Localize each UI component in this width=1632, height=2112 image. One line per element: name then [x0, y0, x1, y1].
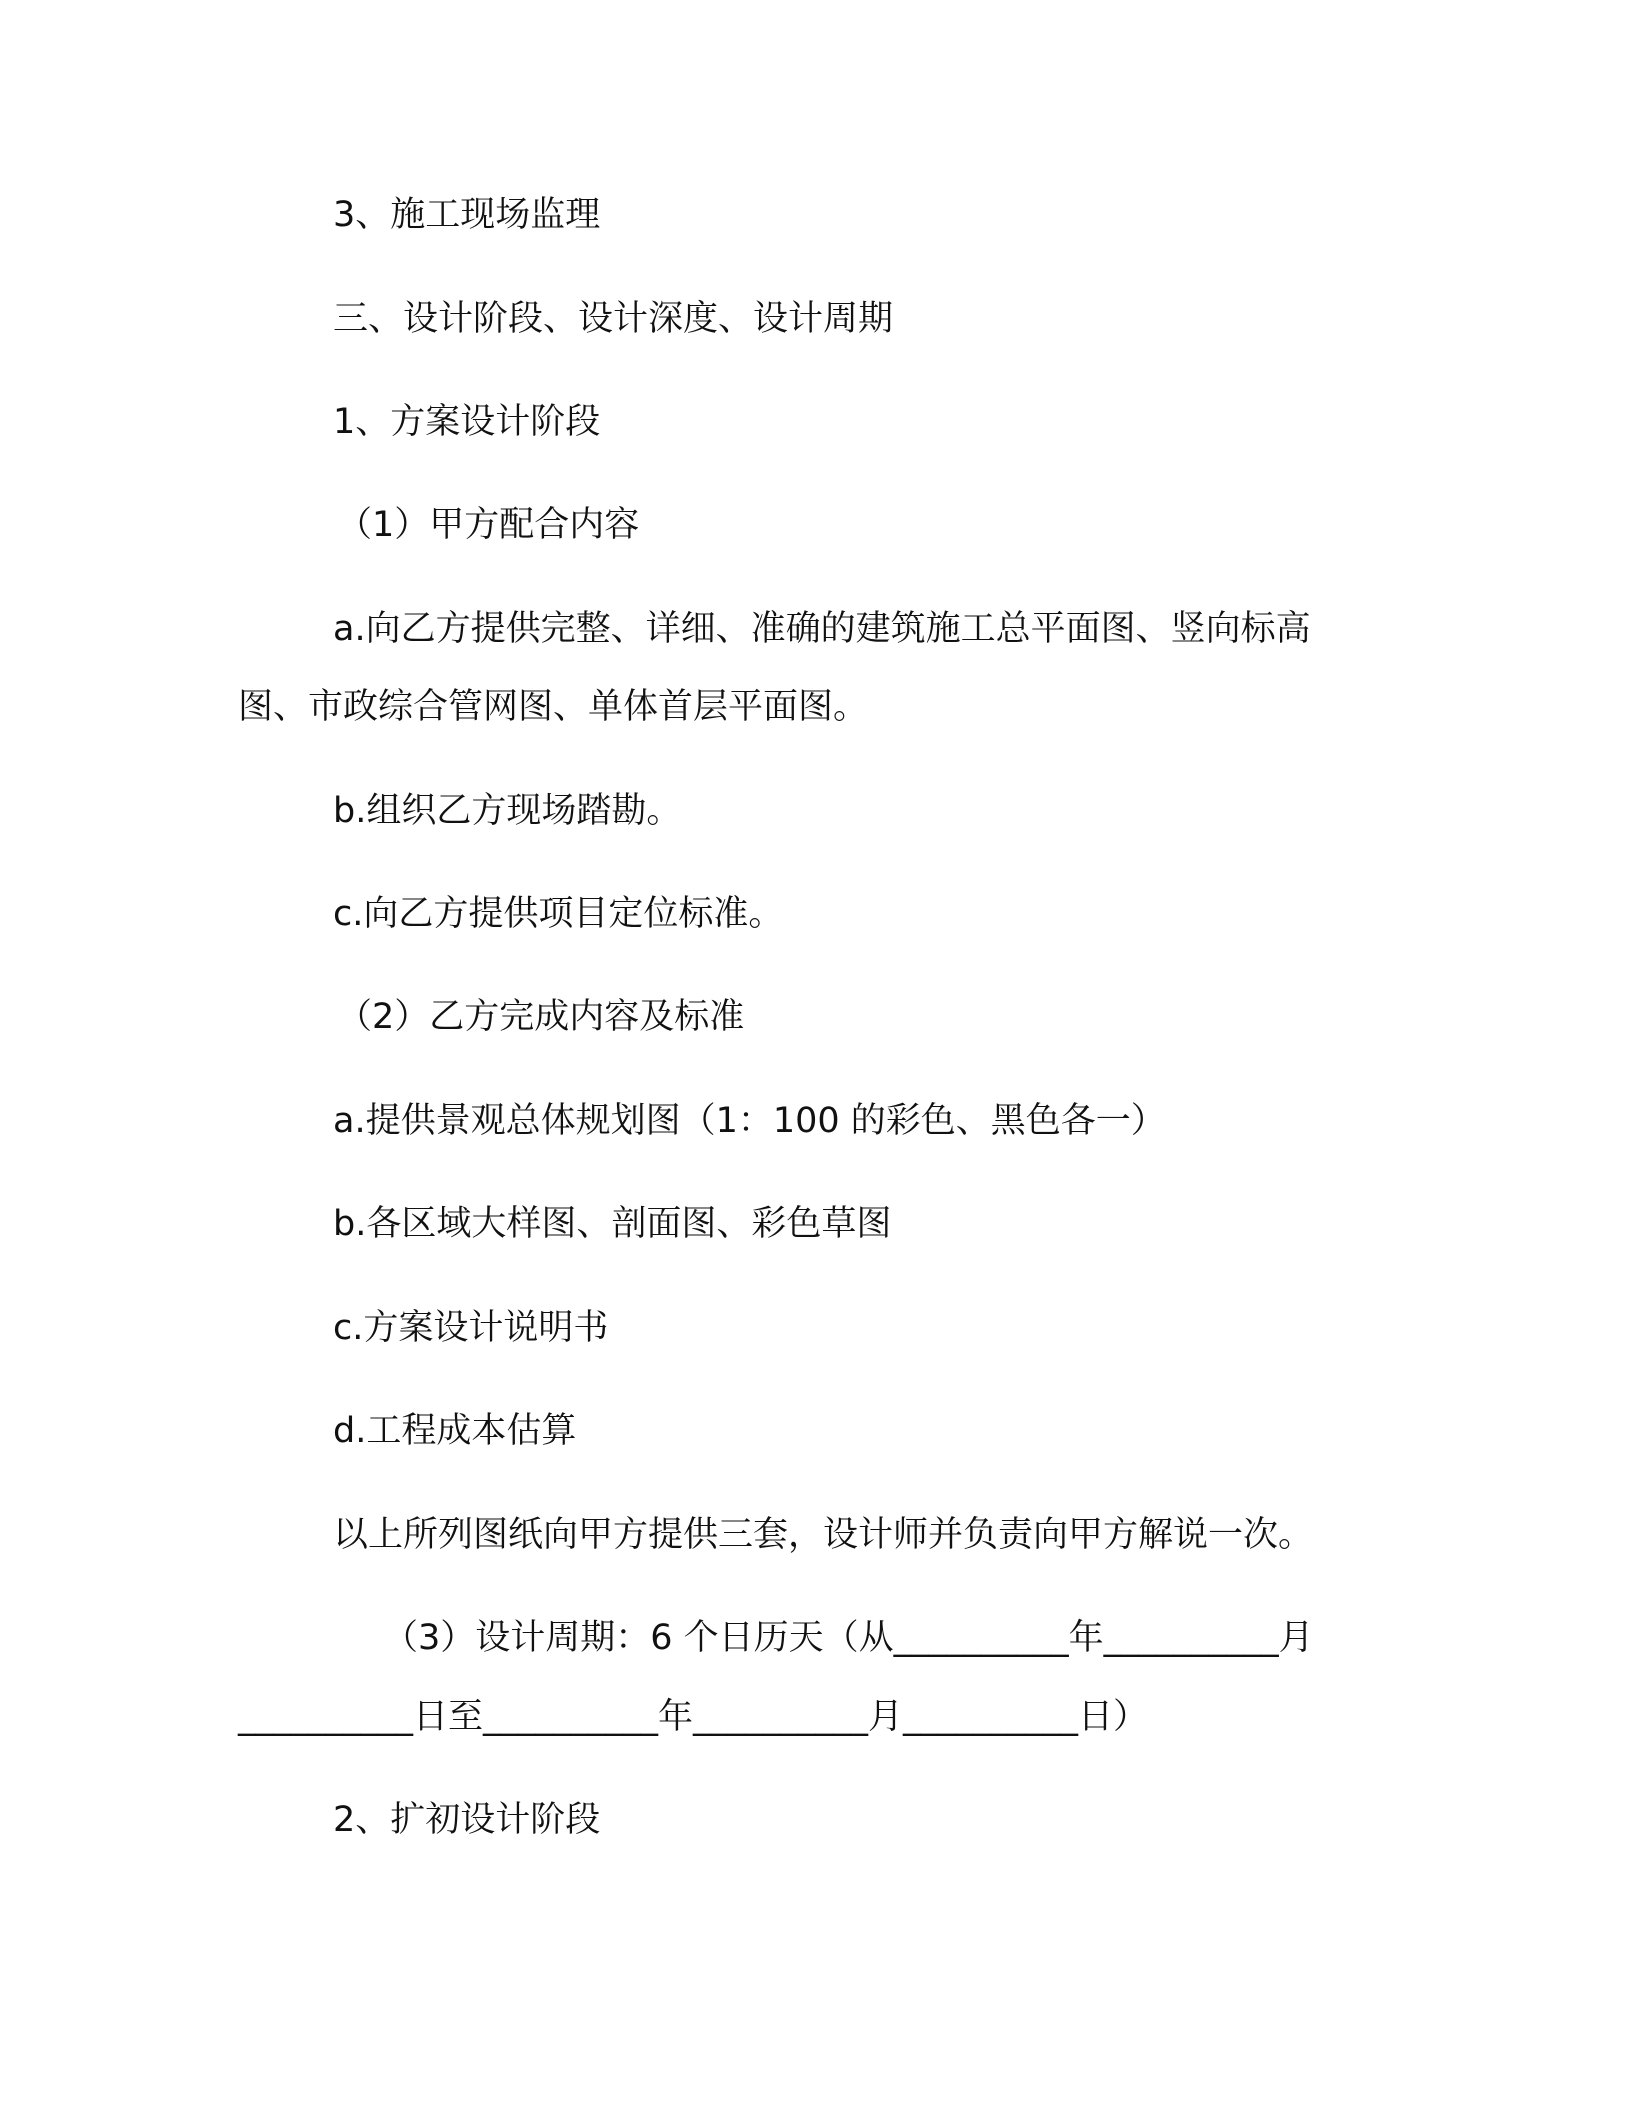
- paragraph-line: 图、市政综合管网图、单体首层平面图。: [238, 687, 869, 727]
- item-heading-party-a-cooperation: （1）甲方配合内容: [337, 505, 640, 545]
- paragraph-line: b.组织乙方现场踏勘。: [333, 791, 682, 831]
- paragraph-line: d.工程成本估算: [333, 1411, 577, 1451]
- subsection-heading-scheme-design: 1、方案设计阶段: [333, 402, 601, 442]
- subsection-heading-preliminary-design: 2、扩初设计阶段: [333, 1800, 601, 1840]
- paragraph-line: a.向乙方提供完整、详细、准确的建筑施工总平面图、竖向标高: [333, 609, 1311, 649]
- paragraph-line: c.向乙方提供项目定位标准。: [333, 894, 784, 934]
- paragraph-line: a.提供景观总体规划图（1：100 的彩色、黑色各一）: [333, 1101, 1166, 1141]
- section-heading-design-stages: 三、设计阶段、设计深度、设计周期: [333, 299, 894, 339]
- paragraph-line: c.方案设计说明书: [333, 1308, 609, 1348]
- paragraph-line: b.各区域大样图、剖面图、彩色草图: [333, 1204, 892, 1244]
- design-period-line: __________日至__________年__________月__________日）: [238, 1697, 1149, 1737]
- paragraph-line: 以上所列图纸向甲方提供三套，设计师并负责向甲方解说一次。: [333, 1515, 1314, 1555]
- section-heading-site-supervision: 3、施工现场监理: [333, 195, 601, 235]
- design-period-line: （3）设计周期：6 个日历天（从__________年__________月: [383, 1618, 1314, 1658]
- item-heading-party-b-deliverables: （2）乙方完成内容及标准: [337, 997, 745, 1037]
